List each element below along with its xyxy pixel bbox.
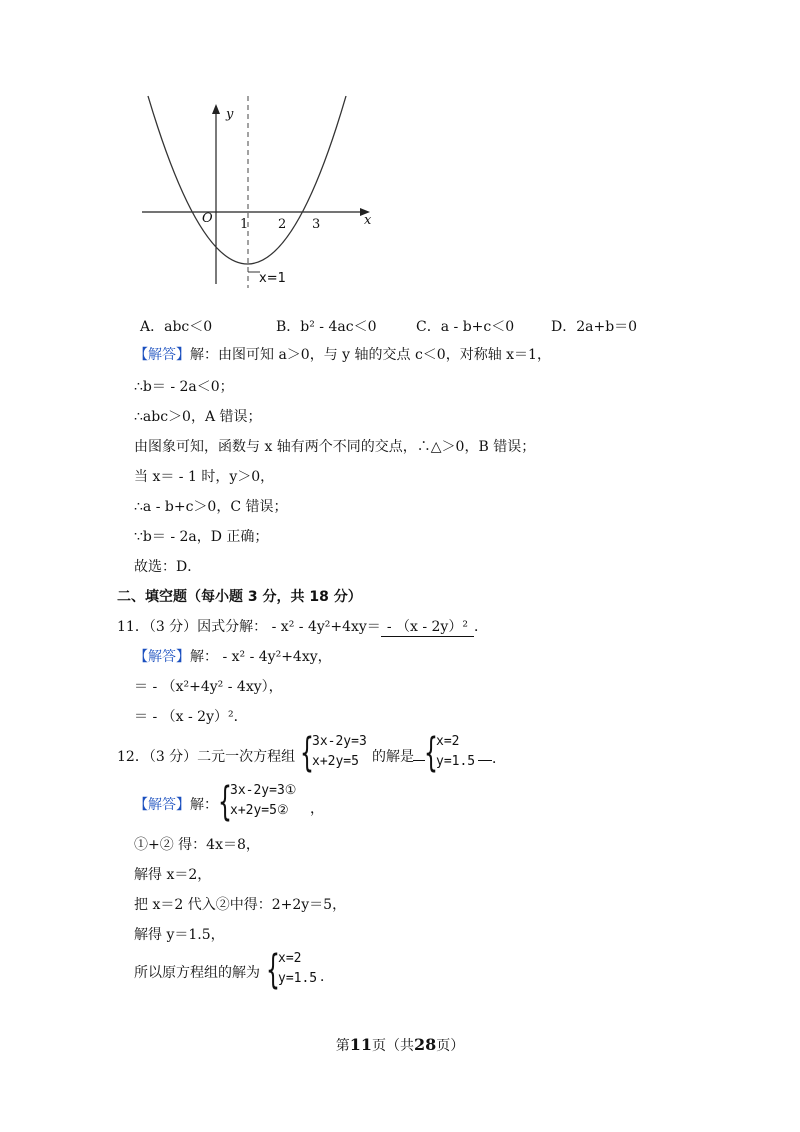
q12-final2: y=1.5 <box>278 971 318 986</box>
q11-question <box>117 618 488 637</box>
q12-solution-line3: 把 x＝2 代入②中得：2+2y＝5， <box>134 897 347 913</box>
page-footer <box>0 1035 800 1055</box>
q12-answer-underline-right <box>478 760 492 761</box>
y-axis-arrow <box>212 104 220 114</box>
q12-prefix: 12．（3 分）二元一次方程组 <box>117 749 296 765</box>
q11-suffix: ． <box>473 619 488 635</box>
q10-solution-line4: 由图象可知，函数与 x 轴有两个不同的交点，∴△＞0，B 错误； <box>134 439 536 455</box>
q11-solution-line3: ＝ - （x - 2y）²． <box>134 709 248 725</box>
q12-middle: 的解是 <box>372 749 414 765</box>
q12-sol-comma: ， <box>310 801 324 817</box>
q11-answer: - （x - 2y）² <box>381 618 474 637</box>
footer-pre: 第 <box>335 1038 350 1054</box>
parabola-graph <box>138 92 378 292</box>
q12-solution-line2: 解得 x＝2， <box>134 867 212 883</box>
q12-solution-line5: 所以原方程组的解为 <box>134 965 260 981</box>
q12-suffix: ． <box>492 751 506 767</box>
origin-label: O <box>202 211 213 226</box>
q12-solution-line1: ①+② 得：4x＝8， <box>134 837 260 853</box>
q10-solution-line5: 当 x＝ - 1 时，y＞0， <box>134 469 275 485</box>
q10-solution-line1 <box>134 346 551 364</box>
q12-final-brace: { <box>266 947 280 993</box>
q12-final1: x=2 <box>278 951 302 966</box>
q12-answer-brace: { <box>424 730 438 776</box>
q10-solution-line3: ∴abc＞0，A 错误； <box>134 409 262 425</box>
option-b: B．b² - 4ac＜0 <box>276 319 377 335</box>
q12-solution-intro <box>134 796 218 814</box>
q12-final-dot: ． <box>320 969 334 985</box>
footer-total-pages: 28 <box>414 1035 437 1054</box>
x-axis-label: x <box>364 213 372 228</box>
q12-final-system <box>278 949 317 989</box>
footer-page-number: 11 <box>349 1035 372 1054</box>
symmetry-label: x=1 <box>259 271 286 286</box>
q10-line1-text: 解：由图可知 a＞0，与 y 轴的交点 c＜0，对称轴 x＝1， <box>190 347 551 363</box>
q11-solution-line1 <box>134 648 332 666</box>
q11-sol1-text: 解： - x² - 4y²+4xy， <box>190 649 332 665</box>
q12-sol-eq2: x+2y=5② <box>230 803 289 818</box>
q11-solution-line2: ＝ - （x²+4y² - 4xy）， <box>134 679 283 695</box>
q11-prefix: 11．（3 分）因式分解： - x² - 4y²+4xy＝ <box>117 619 381 635</box>
q12-system <box>312 732 367 772</box>
option-d: D．2a+b＝0 <box>551 319 638 335</box>
q12-sol-intro-text: 解： <box>190 797 218 813</box>
q10-solution-line7: ∵b＝ - 2a，D 正确； <box>134 529 269 545</box>
q10-solution-line6: ∴a - b+c＞0，C 错误； <box>134 499 288 515</box>
q12-ans1: x=2 <box>436 734 460 749</box>
q12-eq1: 3x-2y=3 <box>312 734 367 749</box>
y-axis-label: y <box>226 107 234 122</box>
footer-mid: 页（共 <box>372 1038 414 1054</box>
q12-solution-line4: 解得 y＝1.5， <box>134 927 225 943</box>
footer-post: 页） <box>436 1038 465 1054</box>
q12-answer-system <box>436 732 475 772</box>
q12-left-brace: { <box>300 730 314 776</box>
section-heading: 二、填空题（每小题 3 分，共 18 分） <box>117 589 362 605</box>
solution-tag: 【解答】 <box>134 649 190 665</box>
parabola-svg <box>138 92 378 292</box>
q12-eq2: x+2y=5 <box>312 754 359 769</box>
tick-label-1: 1 <box>240 217 249 232</box>
tick-label-3: 3 <box>312 217 321 232</box>
q10-solution-line8: 故选：D． <box>134 559 202 575</box>
option-c: C．a - b+c＜0 <box>416 319 515 335</box>
option-a: A．abc＜0 <box>140 319 213 335</box>
q12-ans2: y=1.5 <box>436 754 476 769</box>
q12-solution-brace: { <box>218 779 232 825</box>
parabola-curve <box>148 96 346 264</box>
solution-tag: 【解答】 <box>134 347 190 363</box>
q10-solution-line2: ∴b＝ - 2a＜0； <box>134 379 234 395</box>
q12-sol-eq1: 3x-2y=3① <box>230 783 297 798</box>
solution-tag: 【解答】 <box>134 797 190 813</box>
tick-label-2: 2 <box>278 217 287 232</box>
q12-solution-system <box>230 781 296 821</box>
